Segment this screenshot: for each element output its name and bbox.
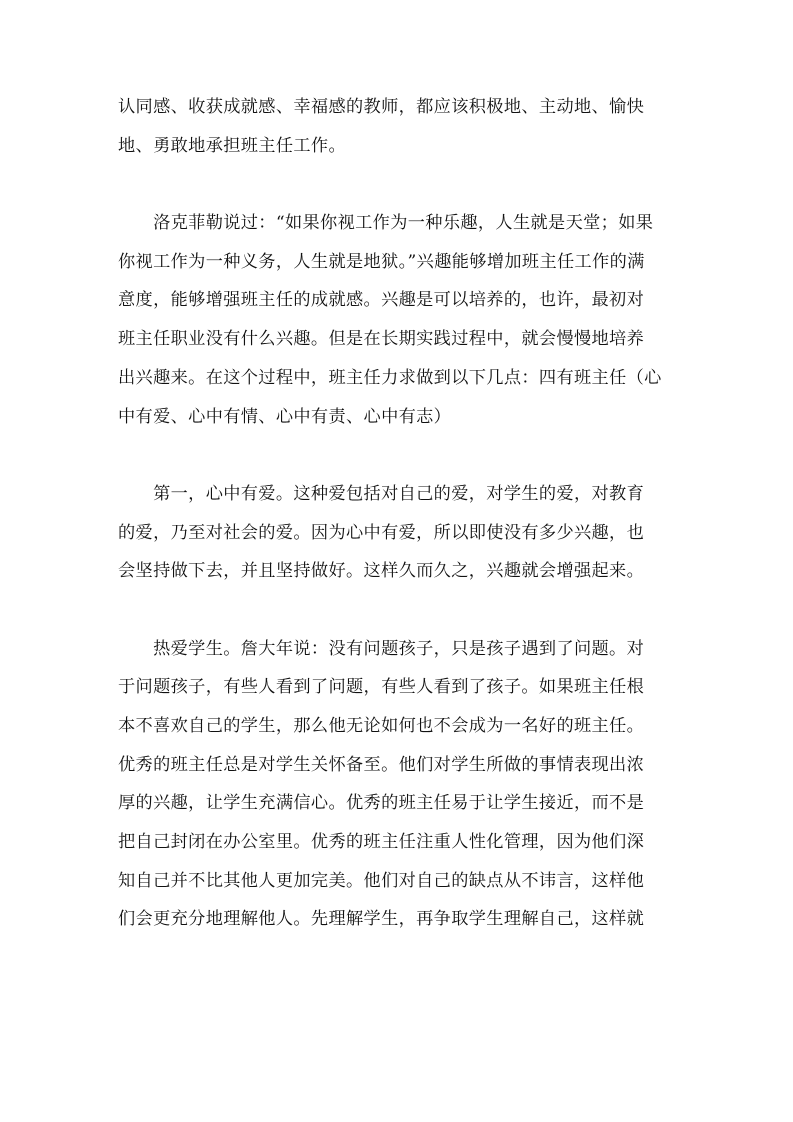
paragraph [118, 475, 688, 591]
text-line: 意度，能够增强班主任的成就感。兴趣是可以培养的，也许，最初对 [118, 290, 645, 311]
text-line: 班主任职业没有什么兴趣。但是在长期实践过程中，就会慢慢地培养 [118, 329, 645, 350]
text-line: 出兴趣来。在这个过程中，班主任力求做到以下几点：四有班主任（心 [118, 367, 662, 388]
text-line: 认同感、收获成就感、幸福感的教师，都应该积极地、主动地、愉快 [118, 97, 645, 117]
text-line: 会坚持做下去，并且坚持做好。这样久而久之，兴趣就会增强起来。 [118, 561, 645, 582]
paragraph-spacer [118, 436, 688, 475]
text-line: 中有爱、心中有情、心中有责、心中有志） [118, 406, 452, 427]
paragraph-spacer [118, 591, 688, 630]
text-line: 第一，心中有爱。这种爱包括对自己的爱，对学生的爱，对教育 [118, 483, 645, 504]
paragraph [118, 204, 688, 436]
text-line: 厚的兴趣，让学生充满信心。优秀的班主任易于让学生接近，而不是 [118, 793, 645, 814]
text-line: 知自己并不比其他人更加完美。他们对自己的缺点从不讳言，这样他 [118, 870, 645, 891]
text-line: 的爱，乃至对社会的爱。因为心中有爱，所以即使没有多少兴趣，也 [118, 522, 645, 543]
document-page [118, 88, 688, 939]
text-line: 热爱学生。詹大年说：没有问题孩子，只是孩子遇到了问题。对 [118, 638, 645, 659]
paragraph [118, 88, 688, 165]
text-line: 地、勇敢地承担班主任工作。 [118, 135, 346, 156]
text-line: 洛克菲勒说过：“如果你视工作为一种乐趣，人生就是天堂；如果 [118, 213, 654, 234]
paragraph [118, 630, 688, 940]
text-line: 本不喜欢自己的学生，那么他无论如何也不会成为一名好的班主任。 [118, 716, 645, 736]
text-line: 于问题孩子，有些人看到了问题，有些人看到了孩子。如果班主任根 [118, 677, 645, 698]
text-line: 你视工作为一种义务，人生就是地狱。”兴趣能够增加班主任工作的满 [118, 251, 645, 272]
text-line: 们会更充分地理解他人。先理解学生，再争取学生理解自己，这样就 [118, 909, 645, 930]
text-line: 把自己封闭在办公室里。优秀的班主任注重人性化管理，因为他们深 [118, 832, 645, 853]
paragraph-spacer [118, 165, 688, 204]
text-line: 优秀的班主任总是对学生关怀备至。他们对学生所做的事情表现出浓 [118, 754, 645, 775]
